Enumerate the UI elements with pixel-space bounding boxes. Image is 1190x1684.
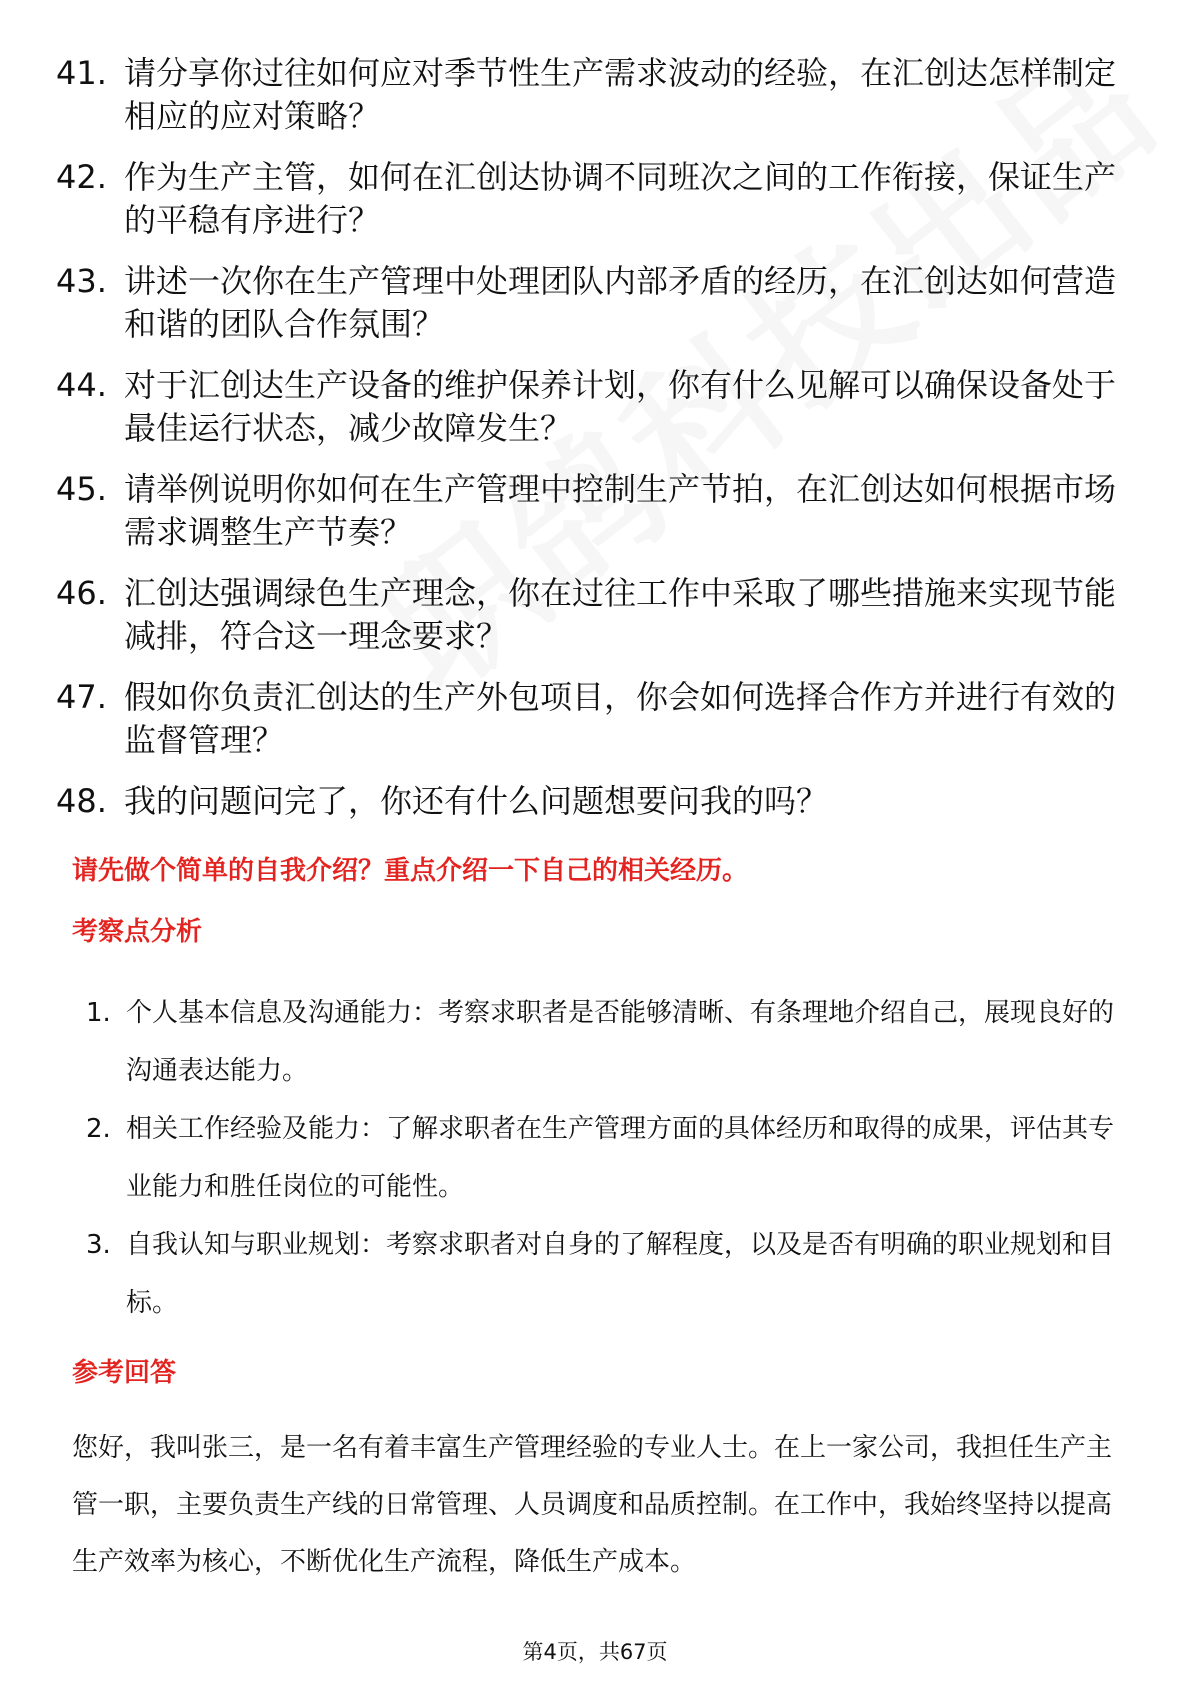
- point-text: 自我认知与职业规划：考察求职者对自身的了解程度，以及是否有明确的职业规划和目标。: [126, 1230, 1115, 1318]
- question-item: [56, 260, 1116, 346]
- point-number: 1.: [86, 998, 111, 1028]
- analysis-point: [86, 984, 1126, 1100]
- analysis-point: [86, 1100, 1126, 1216]
- point-text: 个人基本信息及沟通能力：考察求职者是否能够清晰、有条理地介绍自己，展现良好的沟通表达能力。: [126, 998, 1115, 1086]
- question-number: 41.: [56, 54, 107, 92]
- question-number: 48.: [56, 782, 107, 820]
- question-number: 42.: [56, 158, 107, 196]
- question-item: [56, 572, 1116, 658]
- point-number: 3.: [86, 1230, 111, 1260]
- featured-question: 请先做个简单的自我介绍？重点介绍一下自己的相关经历。: [72, 856, 749, 886]
- question-list: [56, 52, 1116, 841]
- page-footer: 第4页，共67页: [522, 1640, 668, 1664]
- question-item: [56, 364, 1116, 450]
- question-item: [56, 52, 1116, 138]
- question-text: 汇创达强调绿色生产理念，你在过往工作中采取了哪些措施来实现节能减排，符合这一理念要求？: [124, 574, 1117, 655]
- reference-heading: 参考回答: [72, 1358, 177, 1388]
- question-item: [56, 780, 1116, 823]
- question-text: 讲述一次你在生产管理中处理团队内部矛盾的经历，在汇创达如何营造和谐的团队合作氛围？: [124, 262, 1117, 343]
- point-text: 相关工作经验及能力：了解求职者在生产管理方面的具体经历和取得的成果，评估其专业能力和胜任岗位的可能性。: [126, 1114, 1115, 1202]
- question-text: 请举例说明你如何在生产管理中控制生产节拍，在汇创达如何根据市场需求调整生产节奏？: [124, 470, 1117, 551]
- analysis-heading: 考察点分析: [72, 917, 203, 947]
- question-number: 44.: [56, 366, 107, 404]
- reference-answer: 您好，我叫张三，是一名有着丰富生产管理经验的专业人士。在上一家公司，我担任生产主管一职，主要负责生产线的日常管理、人员调度和品质控制。在工作中，我始终坚持以提高生产效率为核心，不断优化生产流程，降低生产成本。: [72, 1433, 1113, 1577]
- question-item: [56, 676, 1116, 762]
- question-number: 43.: [56, 262, 107, 300]
- analysis-point-list: [86, 984, 1126, 1332]
- question-text: 我的问题问完了，你还有什么问题想要问我的吗？: [124, 782, 829, 820]
- question-number: 47.: [56, 678, 107, 716]
- question-item: [56, 468, 1116, 554]
- analysis-point: [86, 1216, 1126, 1332]
- question-text: 假如你负责汇创达的生产外包项目，你会如何选择合作方并进行有效的监督管理？: [124, 678, 1117, 759]
- question-text: 对于汇创达生产设备的维护保养计划，你有什么见解可以确保设备处于最佳运行状态，减少故障发生？: [124, 366, 1117, 447]
- question-item: [56, 156, 1116, 242]
- point-number: 2.: [86, 1114, 111, 1144]
- question-text: 请分享你过往如何应对季节性生产需求波动的经验，在汇创达怎样制定相应的应对策略？: [124, 54, 1117, 135]
- question-number: 46.: [56, 574, 107, 612]
- question-number: 45.: [56, 470, 107, 508]
- question-text: 作为生产主管，如何在汇创达协调不同班次之间的工作衔接，保证生产的平稳有序进行？: [124, 158, 1117, 239]
